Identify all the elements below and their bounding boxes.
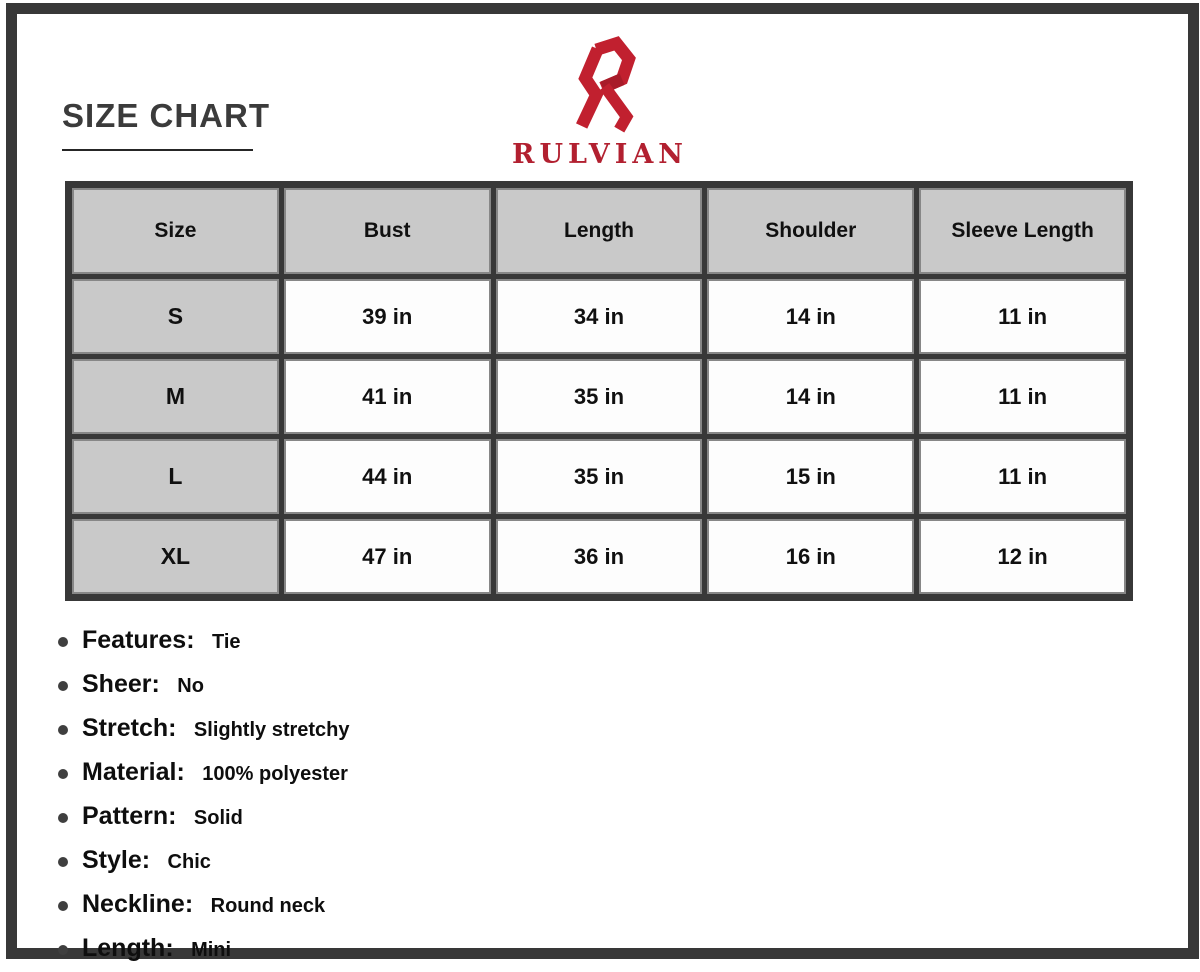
detail-value: Mini <box>191 939 232 961</box>
bullet-icon <box>58 901 68 911</box>
bullet-icon <box>58 945 68 955</box>
product-details-list <box>58 620 350 972</box>
detail-item-pattern <box>58 796 350 840</box>
detail-value: No <box>177 675 204 697</box>
table-row-m <box>74 361 1124 432</box>
column-header-size: Size <box>74 190 277 272</box>
detail-item-sheer <box>58 664 350 708</box>
title-underline <box>62 149 253 151</box>
sleeve-length-cell: 12 in <box>921 521 1124 592</box>
column-header-shoulder: Shoulder <box>709 190 912 272</box>
shoulder-cell: 14 in <box>709 281 912 352</box>
length-cell: 35 in <box>498 361 701 432</box>
bullet-icon <box>58 857 68 867</box>
detail-item-length <box>58 928 350 972</box>
detail-value: Round neck <box>210 895 326 917</box>
column-header-length: Length <box>498 190 701 272</box>
column-header-sleeve-length: Sleeve Length <box>921 190 1124 272</box>
table-row-xl <box>74 521 1124 592</box>
length-cell: 34 in <box>498 281 701 352</box>
detail-value: 100% polyester <box>202 763 348 785</box>
detail-label: Length: <box>82 934 174 962</box>
length-cell: 35 in <box>498 441 701 512</box>
sleeve-length-cell: 11 in <box>921 441 1124 512</box>
brand-logo <box>512 36 688 170</box>
sleeve-length-cell: 11 in <box>921 281 1124 352</box>
size-cell: M <box>74 361 277 432</box>
size-cell: L <box>74 441 277 512</box>
detail-value: Slightly stretchy <box>193 719 350 741</box>
shoulder-cell: 14 in <box>709 361 912 432</box>
detail-item-features <box>58 620 350 664</box>
detail-item-material <box>58 752 350 796</box>
detail-value: Chic <box>167 851 211 873</box>
bust-cell: 47 in <box>286 521 489 592</box>
bust-cell: 39 in <box>286 281 489 352</box>
detail-label: Sheer: <box>82 670 160 698</box>
detail-label: Style: <box>82 846 151 874</box>
detail-label: Pattern: <box>82 802 177 830</box>
detail-item-style <box>58 840 350 884</box>
page-title: SIZE CHART <box>62 97 270 134</box>
detail-label: Neckline: <box>82 890 194 918</box>
bullet-icon <box>58 637 68 647</box>
column-header-bust: Bust <box>286 190 489 272</box>
shoulder-cell: 16 in <box>709 521 912 592</box>
bullet-icon <box>58 725 68 735</box>
bullet-icon <box>58 681 68 691</box>
brand-logo-r-icon <box>554 36 646 137</box>
detail-item-stretch <box>58 708 350 752</box>
sleeve-length-cell: 11 in <box>921 361 1124 432</box>
detail-value: Tie <box>212 631 241 653</box>
detail-label: Stretch: <box>82 714 177 742</box>
size-cell: S <box>74 281 277 352</box>
table-row-l <box>74 441 1124 512</box>
bust-cell: 41 in <box>286 361 489 432</box>
shoulder-cell: 15 in <box>709 441 912 512</box>
detail-label: Material: <box>82 758 185 786</box>
detail-value: Solid <box>193 807 243 829</box>
table-row-s <box>74 281 1124 352</box>
size-table-header-row <box>74 190 1124 272</box>
size-cell: XL <box>74 521 277 592</box>
detail-label: Features: <box>82 626 195 654</box>
length-cell: 36 in <box>498 521 701 592</box>
brand-name: RULVIAN <box>512 139 688 170</box>
bullet-icon <box>58 813 68 823</box>
bullet-icon <box>58 769 68 779</box>
detail-item-neckline <box>58 884 350 928</box>
size-table <box>65 181 1133 601</box>
bust-cell: 44 in <box>286 441 489 512</box>
